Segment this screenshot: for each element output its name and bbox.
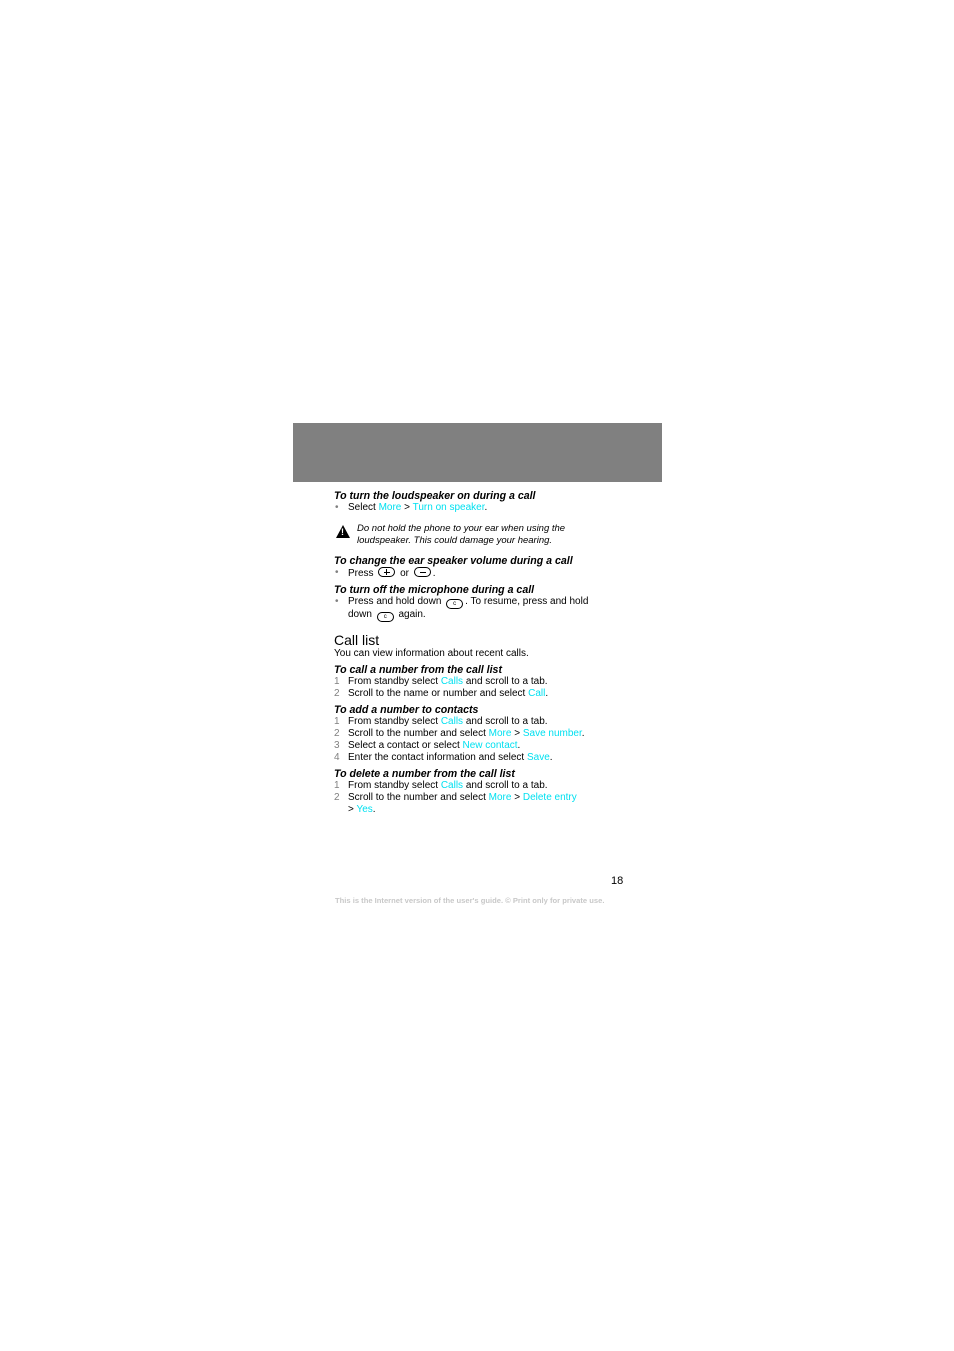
volume-down-key-icon (414, 567, 431, 577)
bullet-item-continued: down c again. (348, 609, 426, 620)
c-key-icon: c (377, 612, 394, 622)
bullet: • (335, 502, 339, 513)
heading-volume: To change the ear speaker volume during a call (334, 555, 573, 567)
heading-call-from-list: To call a number from the call list (334, 664, 502, 676)
step: 3 Select a contact or select New contact. (334, 740, 521, 751)
warning-note: ! Do not hold the phone to your ear when using the loudspeaker. This could damage your hearing. (334, 523, 634, 547)
step-continued: > Yes. (348, 804, 376, 815)
menu-turn-on-speaker: Turn on speaker (412, 502, 485, 513)
bullet: • (335, 596, 339, 607)
heading-delete-from-list: To delete a number from the call list (334, 768, 515, 780)
step: 1 From standby select Calls and scroll to a tab. (334, 780, 548, 791)
step: 2 Scroll to the number and select More > Save number. (334, 728, 585, 739)
warning-icon (336, 525, 350, 538)
bullet-item: • Select More > Turn on speaker. (335, 502, 488, 513)
footer-note: This is the Internet version of the user's guide. © Print only for private use. (335, 896, 605, 905)
bullet: • (335, 567, 339, 578)
heading-add-to-contacts: To add a number to contacts (334, 704, 479, 716)
page-content (334, 490, 634, 816)
menu-more: More (378, 502, 402, 513)
step: 4 Enter the contact information and select Save. (334, 752, 553, 763)
bullet-item: • Press or . (335, 567, 436, 579)
volume-up-key-icon (378, 567, 395, 577)
page-number: 18 (611, 875, 624, 887)
bullet-item: • Press and hold down c . To resume, press and hold (335, 596, 589, 607)
step: 2 Scroll to the name or number and select Call. (334, 688, 549, 699)
section-intro: You can view information about recent calls. (334, 648, 529, 659)
section-title: Call list (334, 632, 380, 648)
c-key-icon: c (446, 599, 463, 609)
step: 1 From standby select Calls and scroll to a tab. (334, 716, 548, 727)
heading-loudspeaker: To turn the loudspeaker on during a call (334, 490, 536, 502)
heading-microphone: To turn off the microphone during a call (334, 584, 535, 596)
header-band (293, 423, 662, 482)
step: 2 Scroll to the number and select More > Delete entry (334, 792, 577, 803)
step: 1 From standby select Calls and scroll to a tab. (334, 676, 548, 687)
